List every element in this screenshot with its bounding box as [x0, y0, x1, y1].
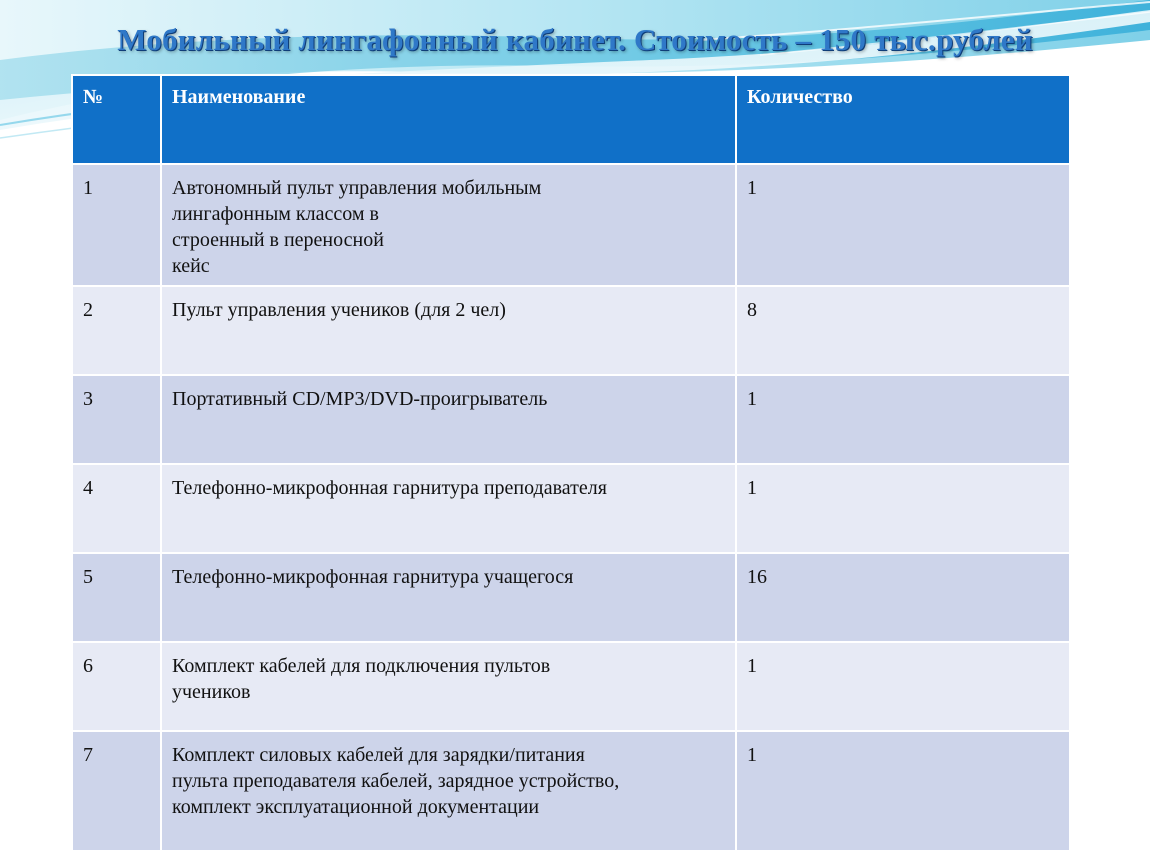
row-name: [161, 164, 736, 286]
row-number: 2: [72, 286, 161, 375]
table-row: [72, 553, 1070, 642]
row-name-line: Автономный пульт управления мобильным: [172, 177, 542, 199]
row-quantity: 1: [736, 731, 1070, 851]
row-number: 3: [72, 375, 161, 464]
row-name: [161, 731, 736, 851]
row-name-line: Комплект кабелей для подключения пультов: [172, 655, 551, 677]
row-name-line: Телефонно-микрофонная гарнитура учащегося: [172, 566, 574, 588]
row-name-line: Портативный CD/MP3/DVD-проигрыватель: [172, 388, 548, 410]
slide-title: Мобильный лингафонный кабинет. Стоимость – 150 тыс.рублей: [117, 22, 1033, 57]
table-row: [72, 642, 1070, 731]
row-quantity: 8: [736, 286, 1070, 375]
row-name-line: комплект эксплуатационной документации: [172, 796, 540, 818]
row-quantity: 16: [736, 553, 1070, 642]
row-name: [161, 553, 736, 642]
row-number: 6: [72, 642, 161, 731]
table-row: [72, 375, 1070, 464]
row-quantity: 1: [736, 642, 1070, 731]
table-row: [72, 286, 1070, 375]
row-name-line: Телефонно-микрофонная гарнитура преподавателя: [172, 477, 607, 499]
table-row: [72, 164, 1070, 286]
row-number: 7: [72, 731, 161, 851]
row-name-line: кейс: [172, 255, 210, 277]
row-quantity: 1: [736, 464, 1070, 553]
row-number: 5: [72, 553, 161, 642]
row-name-line: строенный в переносной: [172, 229, 384, 251]
row-name-line: учеников: [172, 681, 251, 703]
row-number: 1: [72, 164, 161, 286]
row-name: [161, 464, 736, 553]
row-name-line: лингафонным классом в: [172, 203, 379, 225]
equipment-table: [71, 74, 1071, 852]
row-name: [161, 375, 736, 464]
row-number: 4: [72, 464, 161, 553]
row-name-line: пульта преподавателя кабелей, зарядное устройство,: [172, 770, 620, 792]
row-name-line: Комплект силовых кабелей для зарядки/питания: [172, 744, 585, 766]
table-row: [72, 731, 1070, 851]
row-name-line: Пульт управления учеников (для 2 чел): [172, 299, 506, 321]
header-number: №: [72, 75, 161, 164]
row-name: [161, 642, 736, 731]
equipment-table-container: [71, 74, 1069, 852]
header-quantity: Количество: [736, 75, 1070, 164]
table-row: [72, 464, 1070, 553]
row-name: [161, 286, 736, 375]
row-quantity: 1: [736, 164, 1070, 286]
header-name: Наименование: [161, 75, 736, 164]
table-header-row: [72, 75, 1070, 164]
row-quantity: 1: [736, 375, 1070, 464]
